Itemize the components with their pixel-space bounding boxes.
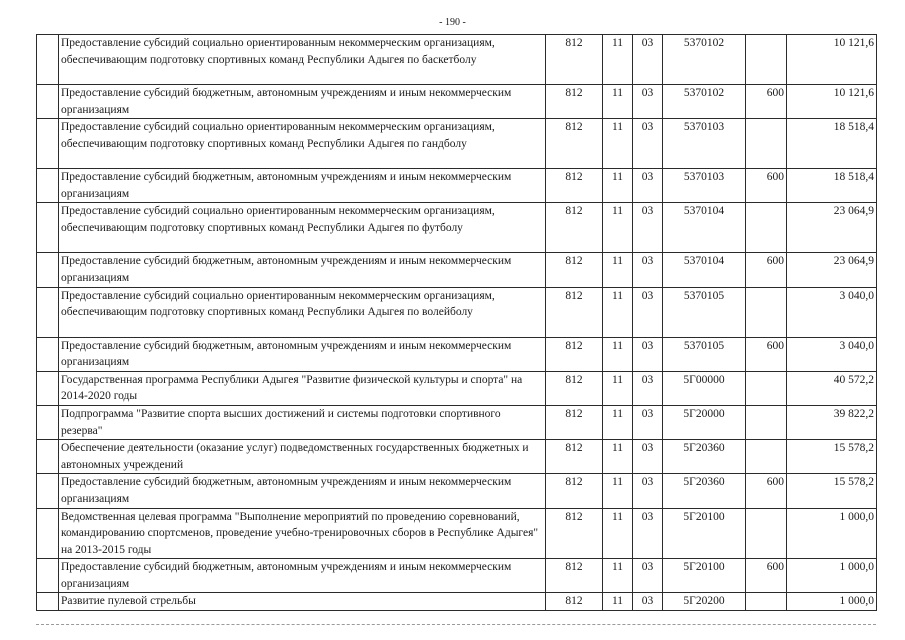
item-name: Ведомственная целевая программа "Выполнение мероприятий по проведению соревнований, командированию спортсменов, проведение учебно-тренировочных сборов в Республике Адыгея" на 2013-2015 годы: [59, 508, 546, 559]
expense-type-code: [746, 593, 787, 611]
subsection-code: 03: [633, 35, 663, 85]
target-article-code: 5370103: [663, 119, 746, 169]
section-code: 11: [603, 405, 633, 439]
subsection-code: 03: [633, 203, 663, 253]
subsection-code: 03: [633, 253, 663, 287]
blank-cell: [37, 287, 59, 337]
ved-code: 812: [546, 119, 603, 169]
blank-cell: [37, 169, 59, 203]
item-name: Обеспечение деятельности (оказание услуг) подведомственных государственных бюджетных и автономных учреждений: [59, 440, 546, 474]
expense-type-code: [746, 405, 787, 439]
section-code: 11: [603, 337, 633, 371]
sum-value: 10 121,6: [787, 85, 877, 119]
section-code: 11: [603, 593, 633, 611]
target-article-code: 5Г20200: [663, 593, 746, 611]
section-code: 11: [603, 35, 633, 85]
subsection-code: 03: [633, 474, 663, 508]
section-code: 11: [603, 474, 633, 508]
subsection-code: 03: [633, 85, 663, 119]
section-code: 11: [603, 371, 633, 405]
sum-value: 18 518,4: [787, 169, 877, 203]
section-code: 11: [603, 508, 633, 559]
target-article-code: 5Г20360: [663, 440, 746, 474]
ved-code: 812: [546, 405, 603, 439]
target-article-code: 5370102: [663, 85, 746, 119]
table-row: [37, 371, 877, 405]
sum-value: 23 064,9: [787, 203, 877, 253]
section-code: 11: [603, 203, 633, 253]
expense-type-code: [746, 371, 787, 405]
blank-cell: [37, 337, 59, 371]
target-article-code: 5370102: [663, 35, 746, 85]
ved-code: 812: [546, 287, 603, 337]
ved-code: 812: [546, 440, 603, 474]
item-name: Предоставление субсидий социально ориентированным некоммерческим организациям, обеспечивающим подготовку спортивных команд Республики Адыгея по гандболу: [59, 119, 546, 169]
subsection-code: 03: [633, 371, 663, 405]
subsection-code: 03: [633, 405, 663, 439]
expense-type-code: 600: [746, 253, 787, 287]
table-row: [37, 474, 877, 508]
item-name: Подпрограмма "Развитие спорта высших достижений и системы подготовки спортивного резерва": [59, 405, 546, 439]
table-row: [37, 559, 877, 593]
table-row: [37, 508, 877, 559]
page-cut-line: [36, 624, 876, 625]
item-name: Предоставление субсидий социально ориентированным некоммерческим организациям, обеспечивающим подготовку спортивных команд Республики Адыгея по футболу: [59, 203, 546, 253]
blank-cell: [37, 35, 59, 85]
target-article-code: 5Г20100: [663, 508, 746, 559]
expense-type-code: [746, 508, 787, 559]
blank-cell: [37, 593, 59, 611]
subsection-code: 03: [633, 559, 663, 593]
ved-code: 812: [546, 559, 603, 593]
item-name: Развитие пулевой стрельбы: [59, 593, 546, 611]
item-name: Предоставление субсидий социально ориентированным некоммерческим организациям, обеспечивающим подготовку спортивных команд Республики Адыгея по волейболу: [59, 287, 546, 337]
page-number: - 190 -: [439, 17, 466, 28]
target-article-code: 5Г20360: [663, 474, 746, 508]
section-code: 11: [603, 440, 633, 474]
item-name: Государственная программа Республики Адыгея "Развитие физической культуры и спорта" на 2014-2020 годы: [59, 371, 546, 405]
blank-cell: [37, 559, 59, 593]
item-name: Предоставление субсидий бюджетным, автономным учреждениям и иным некоммерческим организациям: [59, 253, 546, 287]
ved-code: 812: [546, 253, 603, 287]
expense-type-code: 600: [746, 85, 787, 119]
sum-value: 1 000,0: [787, 559, 877, 593]
expense-type-code: 600: [746, 474, 787, 508]
sum-value: 23 064,9: [787, 253, 877, 287]
blank-cell: [37, 440, 59, 474]
section-code: 11: [603, 287, 633, 337]
section-code: 11: [603, 253, 633, 287]
target-article-code: 5370105: [663, 287, 746, 337]
section-code: 11: [603, 85, 633, 119]
blank-cell: [37, 371, 59, 405]
blank-cell: [37, 85, 59, 119]
ved-code: 812: [546, 371, 603, 405]
blank-cell: [37, 253, 59, 287]
blank-cell: [37, 508, 59, 559]
target-article-code: 5370104: [663, 203, 746, 253]
sum-value: 18 518,4: [787, 119, 877, 169]
target-article-code: 5Г00000: [663, 371, 746, 405]
item-name: Предоставление субсидий бюджетным, автономным учреждениям и иным некоммерческим организациям: [59, 337, 546, 371]
item-name: Предоставление субсидий бюджетным, автономным учреждениям и иным некоммерческим организациям: [59, 474, 546, 508]
ved-code: 812: [546, 593, 603, 611]
target-article-code: 5Г20100: [663, 559, 746, 593]
subsection-code: 03: [633, 593, 663, 611]
sum-value: 10 121,6: [787, 35, 877, 85]
table-row: [37, 337, 877, 371]
expense-type-code: [746, 203, 787, 253]
target-article-code: 5Г20000: [663, 405, 746, 439]
budget-table: [36, 34, 877, 611]
section-code: 11: [603, 559, 633, 593]
subsection-code: 03: [633, 287, 663, 337]
sum-value: 40 572,2: [787, 371, 877, 405]
blank-cell: [37, 203, 59, 253]
table-row: [37, 203, 877, 253]
expense-type-code: [746, 35, 787, 85]
item-name: Предоставление субсидий бюджетным, автономным учреждениям и иным некоммерческим организациям: [59, 559, 546, 593]
ved-code: 812: [546, 474, 603, 508]
table-row: [37, 119, 877, 169]
subsection-code: 03: [633, 169, 663, 203]
sum-value: 1 000,0: [787, 508, 877, 559]
ved-code: 812: [546, 508, 603, 559]
ved-code: 812: [546, 337, 603, 371]
table-row: [37, 169, 877, 203]
sum-value: 3 040,0: [787, 337, 877, 371]
subsection-code: 03: [633, 119, 663, 169]
table-row: [37, 253, 877, 287]
sum-value: 15 578,2: [787, 440, 877, 474]
budget-table-body: [37, 35, 877, 611]
sum-value: 15 578,2: [787, 474, 877, 508]
item-name: Предоставление субсидий социально ориентированным некоммерческим организациям, обеспечивающим подготовку спортивных команд Республики Адыгея по баскетболу: [59, 35, 546, 85]
expense-type-code: [746, 119, 787, 169]
sum-value: 3 040,0: [787, 287, 877, 337]
sum-value: 39 822,2: [787, 405, 877, 439]
table-row: [37, 35, 877, 85]
ved-code: 812: [546, 85, 603, 119]
table-row: [37, 593, 877, 611]
blank-cell: [37, 405, 59, 439]
ved-code: 812: [546, 35, 603, 85]
subsection-code: 03: [633, 337, 663, 371]
target-article-code: 5370105: [663, 337, 746, 371]
expense-type-code: 600: [746, 559, 787, 593]
blank-cell: [37, 474, 59, 508]
expense-type-code: [746, 287, 787, 337]
target-article-code: 5370104: [663, 253, 746, 287]
section-code: 11: [603, 169, 633, 203]
table-row: [37, 287, 877, 337]
expense-type-code: 600: [746, 169, 787, 203]
table-row: [37, 405, 877, 439]
ved-code: 812: [546, 203, 603, 253]
item-name: Предоставление субсидий бюджетным, автономным учреждениям и иным некоммерческим организациям: [59, 85, 546, 119]
expense-type-code: [746, 440, 787, 474]
sum-value: 1 000,0: [787, 593, 877, 611]
table-row: [37, 440, 877, 474]
section-code: 11: [603, 119, 633, 169]
expense-type-code: 600: [746, 337, 787, 371]
table-row: [37, 85, 877, 119]
target-article-code: 5370103: [663, 169, 746, 203]
item-name: Предоставление субсидий бюджетным, автономным учреждениям и иным некоммерческим организациям: [59, 169, 546, 203]
subsection-code: 03: [633, 440, 663, 474]
subsection-code: 03: [633, 508, 663, 559]
blank-cell: [37, 119, 59, 169]
ved-code: 812: [546, 169, 603, 203]
